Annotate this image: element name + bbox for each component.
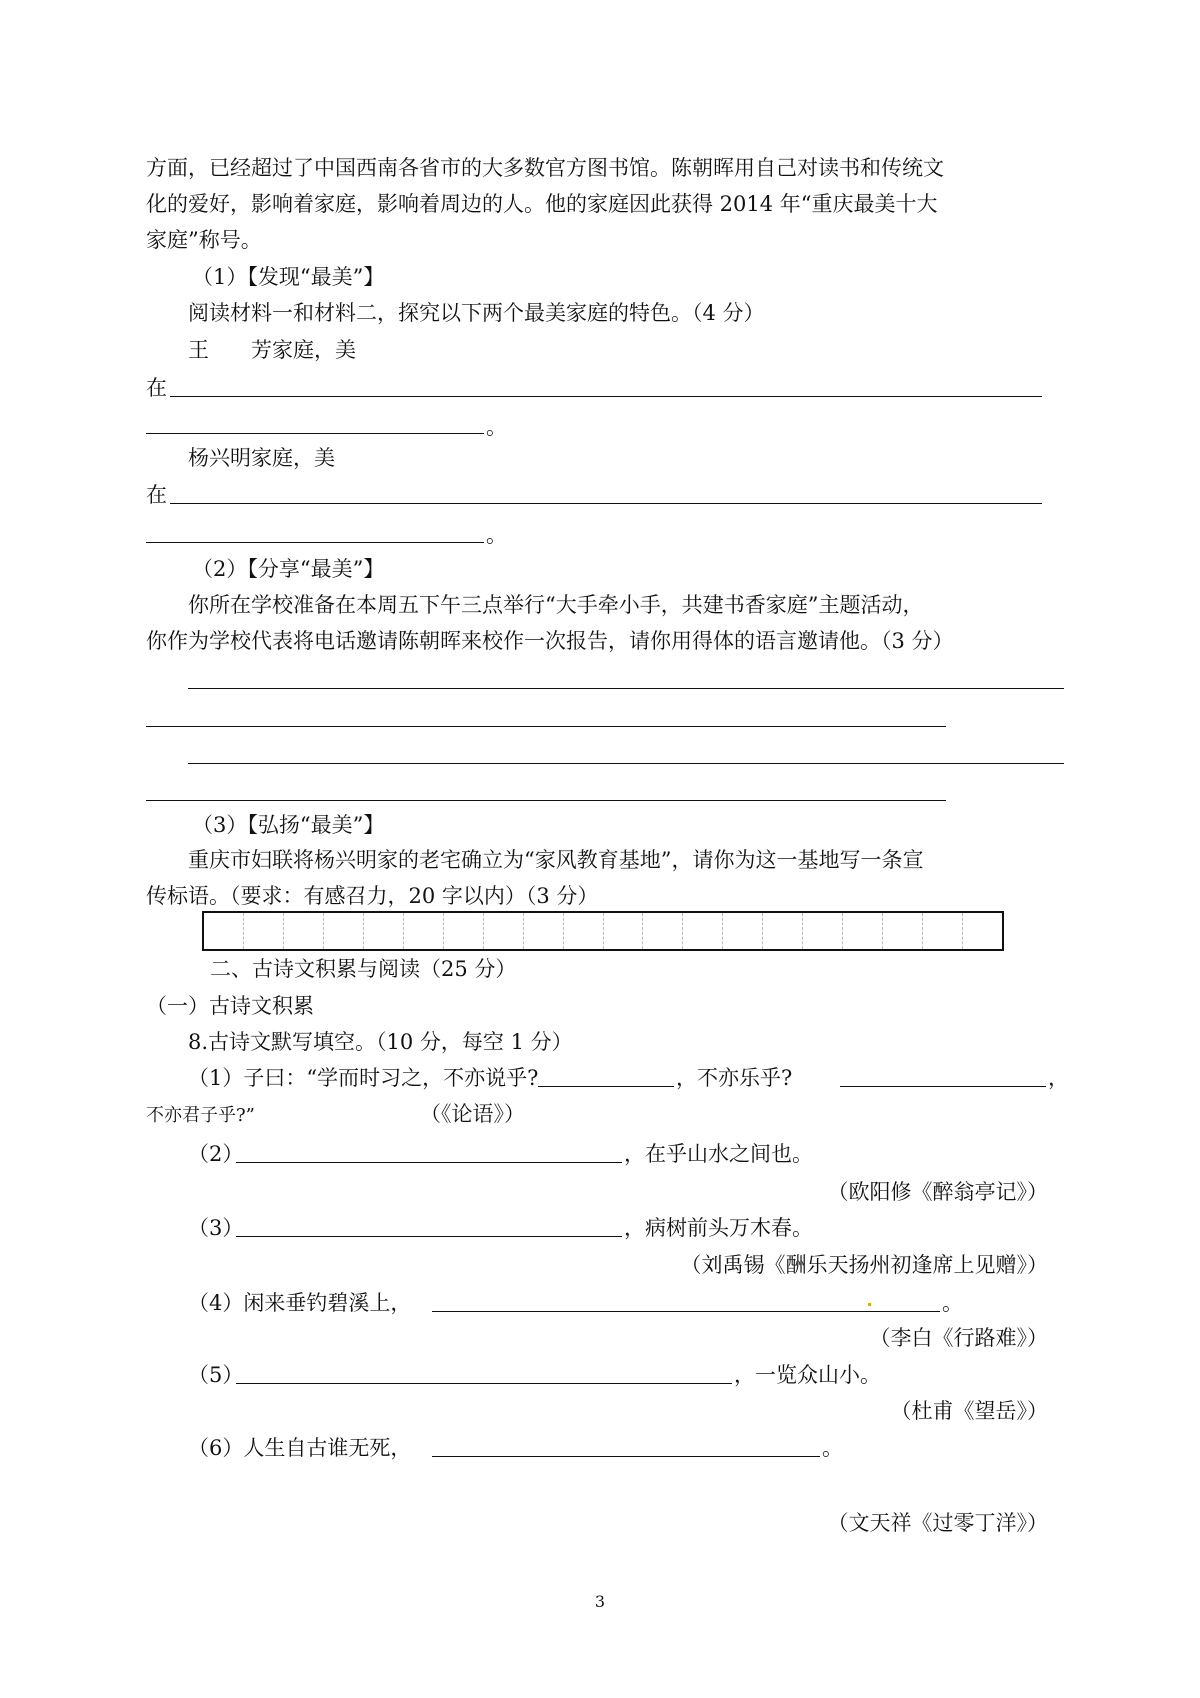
intro-line-3: 家庭”称号。 — [146, 228, 262, 252]
poem-5-blank[interactable] — [236, 1383, 732, 1384]
poem-1-start: （1）子曰：“学而时习之，不亦说乎? — [188, 1066, 539, 1090]
slogan-cell[interactable] — [683, 913, 723, 949]
q2-answer-line-4[interactable] — [146, 800, 946, 801]
slogan-cell[interactable] — [204, 913, 244, 949]
q2-heading: （2）【分享“最美”】 — [192, 557, 385, 581]
poem-1-blank-1[interactable] — [538, 1086, 674, 1087]
section2-sub: （一）古诗文积累 — [146, 994, 314, 1018]
family-a-answer-line-1[interactable] — [170, 396, 1042, 397]
slogan-cell[interactable] — [763, 913, 803, 949]
family-a-label: 王 芳家庭，美 — [188, 338, 356, 362]
poem-6-source: （文天祥《过零丁洋》） — [827, 1511, 1048, 1535]
page-number: 3 — [594, 1592, 606, 1611]
slogan-cell[interactable] — [524, 913, 564, 949]
poem-5-source: （杜甫《望岳》） — [890, 1399, 1048, 1423]
family-b-prefix: 在 — [146, 483, 167, 507]
poem-5-text: ，一览众山小。 — [734, 1363, 881, 1387]
poem-6-end: 。 — [822, 1436, 843, 1460]
slogan-cell[interactable] — [564, 913, 604, 949]
family-a-end-mark: 。 — [486, 415, 507, 439]
slogan-cell[interactable] — [883, 913, 923, 949]
slogan-cell[interactable] — [643, 913, 683, 949]
poem-2-text: ，在乎山水之间也。 — [624, 1142, 813, 1166]
family-b-answer-line-2[interactable] — [146, 542, 484, 543]
slogan-cell[interactable] — [604, 913, 644, 949]
poem-3-number: （3） — [188, 1216, 244, 1240]
family-b-label: 杨兴明家庭，美 — [188, 446, 335, 470]
q2-answer-line-1[interactable] — [188, 688, 1064, 689]
family-a-answer-line-2[interactable] — [146, 433, 484, 434]
poem-4-blank[interactable] — [432, 1311, 940, 1312]
poem-1-blank-2[interactable] — [840, 1086, 1046, 1087]
q3-heading: （3）【弘扬“最美”】 — [192, 813, 385, 837]
poem-2-number: （2） — [188, 1142, 244, 1166]
poem-6-blank[interactable] — [432, 1456, 820, 1457]
q8-title: 8.古诗文默写填空。（10 分，每空 1 分） — [188, 1030, 573, 1054]
family-a-prefix: 在 — [146, 376, 167, 400]
poem-1-comma: ， — [1048, 1066, 1069, 1090]
poem-1-end: 不亦君子乎?” — [146, 1105, 255, 1126]
q2-answer-line-2[interactable] — [146, 726, 946, 727]
slogan-cell[interactable] — [284, 913, 324, 949]
slogan-cell[interactable] — [923, 913, 963, 949]
q1-instruction: 阅读材料一和材料二，探究以下两个最美家庭的特色。（4 分） — [188, 301, 765, 325]
q3-line-2: 传标语。（要求：有感召力，20 字以内）（3 分） — [146, 884, 599, 908]
family-b-end-mark: 。 — [486, 523, 507, 547]
intro-line-2: 化的爱好，影响着家庭，影响着周边的人。他的家庭因此获得 2014 年“重庆最美十大 — [146, 192, 938, 216]
slogan-cell[interactable] — [723, 913, 763, 949]
poem-2-blank[interactable] — [236, 1162, 622, 1163]
q1-heading: （1）【发现“最美”】 — [192, 265, 385, 289]
intro-line-1: 方面，已经超过了中国西南各省市的大多数官方图书馆。陈朝晖用自己对读书和传统文 — [146, 156, 944, 180]
poem-4-source: （李白《行路难》） — [869, 1326, 1048, 1350]
slogan-cell[interactable] — [843, 913, 883, 949]
poem-6-start: （6）人生自古谁无死， — [188, 1436, 412, 1460]
poem-3-text: ，病树前头万木春。 — [624, 1216, 813, 1240]
poem-1-source: （《论语》） — [420, 1102, 525, 1126]
poem-4-end: 。 — [942, 1291, 963, 1315]
q2-line-2: 你作为学校代表将电话邀请陈朝晖来校作一次报告，请你用得体的语言邀请他。（3 分） — [146, 629, 954, 653]
section2-title: 二、古诗文积累与阅读（25 分） — [210, 957, 517, 981]
poem-3-source: （刘禹锡《酬乐天扬州初逢席上见赠》） — [680, 1253, 1048, 1277]
poem-4-start: （4）闲来垂钓碧溪上， — [188, 1291, 412, 1315]
q2-answer-line-3[interactable] — [188, 763, 1064, 764]
family-b-answer-line-1[interactable] — [170, 503, 1042, 504]
slogan-cell[interactable] — [324, 913, 364, 949]
poem-3-blank[interactable] — [236, 1236, 622, 1237]
slogan-cell[interactable] — [963, 913, 1002, 949]
poem-1-mid: ，不亦乐乎? — [676, 1066, 793, 1090]
q3-line-1: 重庆市妇联将杨兴明家的老宅确立为“家风教育基地”，请你为这一基地写一条宣 — [188, 848, 924, 872]
q2-line-1: 你所在学校准备在本周五下午三点举行“大手牵小手，共建书香家庭”主题活动， — [188, 593, 924, 617]
stray-dot — [868, 1303, 871, 1306]
poem-5-number: （5） — [188, 1363, 244, 1387]
slogan-cell[interactable] — [484, 913, 524, 949]
slogan-cell[interactable] — [244, 913, 284, 949]
slogan-answer-box[interactable] — [202, 911, 1004, 951]
slogan-cell[interactable] — [364, 913, 404, 949]
slogan-cell[interactable] — [404, 913, 444, 949]
poem-2-source: （欧阳修《醉翁亭记》） — [827, 1180, 1048, 1204]
slogan-cell[interactable] — [444, 913, 484, 949]
slogan-cell[interactable] — [803, 913, 843, 949]
